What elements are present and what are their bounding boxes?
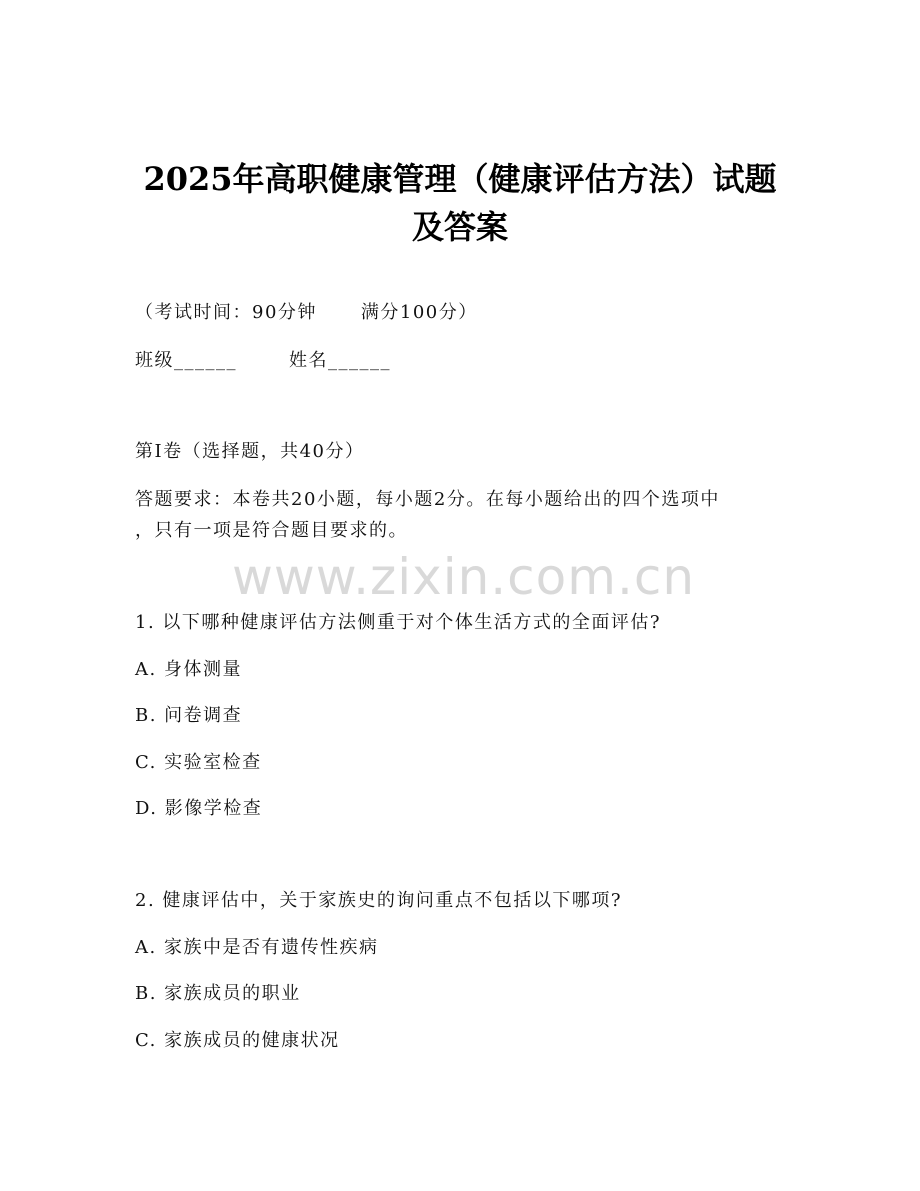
question-1-option-b: B. 问卷调查: [135, 705, 243, 726]
question-1-option-d: D. 影像学检查: [135, 798, 263, 819]
question-2-option-a: A. 家族中是否有遗传性疾病: [135, 937, 379, 958]
exam-score: 满分100分）: [360, 302, 478, 323]
exam-time: （考试时间：90分钟: [135, 302, 317, 323]
document-title-line2: 及答案: [411, 208, 508, 246]
question-2-stem: 2. 健康评估中，关于家族史的询问重点不包括以下哪项?: [135, 890, 623, 911]
question-1-stem: 1. 以下哪种健康评估方法侧重于对个体生活方式的全面评估?: [135, 612, 662, 633]
question-1-option-c: C. 实验室检查: [135, 752, 262, 773]
name-field: 姓名______: [289, 350, 391, 371]
class-field: 班级______: [135, 350, 237, 371]
document-title-line1: 2025年高职健康管理（健康评估方法）试题: [143, 160, 777, 198]
question-1-option-a: A. 身体测量: [135, 659, 242, 680]
question-2-option-c: C. 家族成员的健康状况: [135, 1030, 340, 1051]
exam-info: [135, 300, 478, 326]
section-heading: 第I卷（选择题，共40分）: [135, 441, 365, 462]
student-fields: [135, 348, 391, 374]
question-2-option-b: B. 家族成员的职业: [135, 983, 301, 1004]
section-instructions-line2: ，只有一项是符合题目要求的。: [135, 520, 408, 541]
watermark: www.zixin.com.cn: [232, 548, 696, 606]
section-instructions-line1: 答题要求：本卷共20小题，每小题2分。在每小题给出的四个选项中: [135, 489, 720, 510]
